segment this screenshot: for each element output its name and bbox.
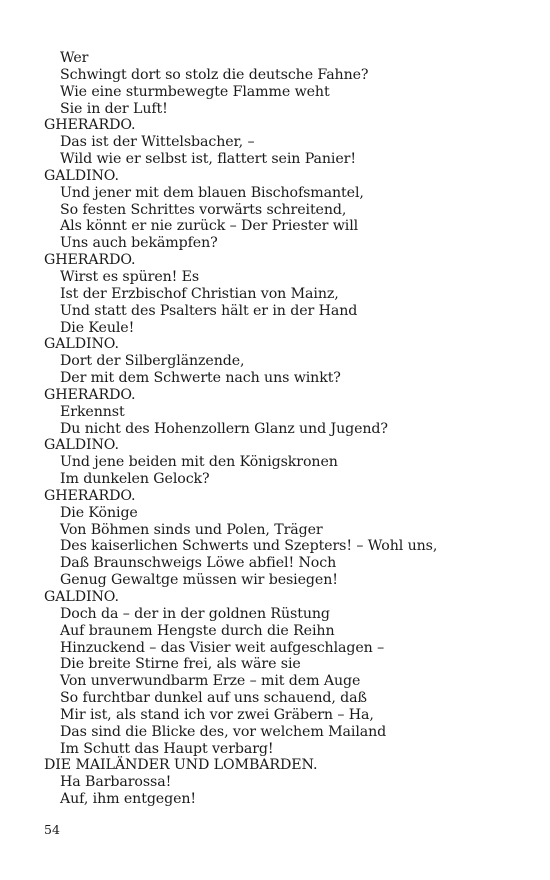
verse-line: So furchtbar dunkel auf uns schauend, daß xyxy=(60,690,367,707)
verse-line: Hinzuckend – das Visier weit aufgeschlagen – xyxy=(60,639,385,656)
verse-line: Und jener mit dem blauen Bischofsmantel, xyxy=(60,184,364,201)
speaker-name: GALDINO. xyxy=(44,589,119,605)
speaker-name: GHERARDO. xyxy=(44,117,136,134)
speaker-name: DIE MAILÄNDER UND LOMBARDEN. xyxy=(44,757,318,774)
speaker-name: GHERARDO. xyxy=(44,386,136,403)
verse-line: Als könnt er nie zurück – Der Priester will xyxy=(60,218,359,235)
verse-line: Du nicht des Hohenzollern Glanz und Jugend? xyxy=(60,420,388,437)
speaker-name: GALDINO. xyxy=(44,437,119,454)
verse-line: Auf braunem Hengste durch die Reihn xyxy=(60,622,335,639)
verse-line: Des kaiserlichen Schwerts und Szepters! – Wohl uns, xyxy=(60,538,438,555)
verse-line: Auf, ihm entgegen! xyxy=(60,791,197,808)
verse-line: Die Könige xyxy=(60,504,138,521)
verse-line: Von unverwundbarm Erze – mit dem Auge xyxy=(60,673,361,690)
verse-line: Wer xyxy=(60,50,89,66)
verse-line: Sie in der Luft! xyxy=(60,100,168,117)
verse-line: Daß Braunschweigs Löwe abfiel! Noch xyxy=(60,555,337,572)
page-number: 54 xyxy=(44,822,60,837)
verse-line: Der mit dem Schwerte nach uns winkt? xyxy=(60,370,341,387)
verse-line: Die breite Stirne frei, als wäre sie xyxy=(60,656,301,673)
verse-line: Wirst es spüren! Es xyxy=(60,268,200,285)
verse-line: Dort der Silberglänzende, xyxy=(60,353,245,370)
verse-line: Wild wie er selbst ist, flattert sein Panier! xyxy=(60,151,356,168)
verse-line: Genug Gewaltge müssen wir besiegen! xyxy=(60,572,338,589)
verse-line: Das ist der Wittelsbacher, – xyxy=(60,134,255,151)
verse-line: Uns auch bekämpfen? xyxy=(60,235,218,252)
speaker-name: GALDINO. xyxy=(44,167,119,184)
verse-line: Wie eine sturmbewegte Flamme weht xyxy=(60,83,330,100)
page-text-column xyxy=(44,50,514,808)
verse-line: Erkennst xyxy=(60,403,125,420)
verse-line: Ha Barbarossa! xyxy=(60,774,172,791)
verse-line: So festen Schrittes vorwärts schreitend, xyxy=(60,201,347,218)
verse-line: Und statt des Psalters hält er in der Hand xyxy=(60,302,358,319)
verse-line: Das sind die Blicke des, vor welchem Mailand xyxy=(60,723,387,740)
verse-line: Die Keule! xyxy=(60,319,135,336)
speaker-name: GHERARDO. xyxy=(44,252,136,269)
verse-line: Im dunkelen Gelock? xyxy=(60,471,210,488)
verse-line: Im Schutt das Haupt verbarg! xyxy=(60,740,274,757)
verse-line: Von Böhmen sinds und Polen, Träger xyxy=(60,521,323,538)
speaker-name: GHERARDO. xyxy=(44,487,136,504)
speaker-name: GALDINO. xyxy=(44,336,119,353)
verse-line: Ist der Erzbischof Christian von Mainz, xyxy=(60,285,339,302)
verse-line: Mir ist, als stand ich vor zwei Gräbern – Ha, xyxy=(60,706,374,723)
verse-line: Doch da – der in der goldnen Rüstung xyxy=(60,605,330,622)
verse-line: Und jene beiden mit den Königskronen xyxy=(60,454,338,471)
verse-line: Schwingt dort so stolz die deutsche Fahne? xyxy=(60,66,369,83)
